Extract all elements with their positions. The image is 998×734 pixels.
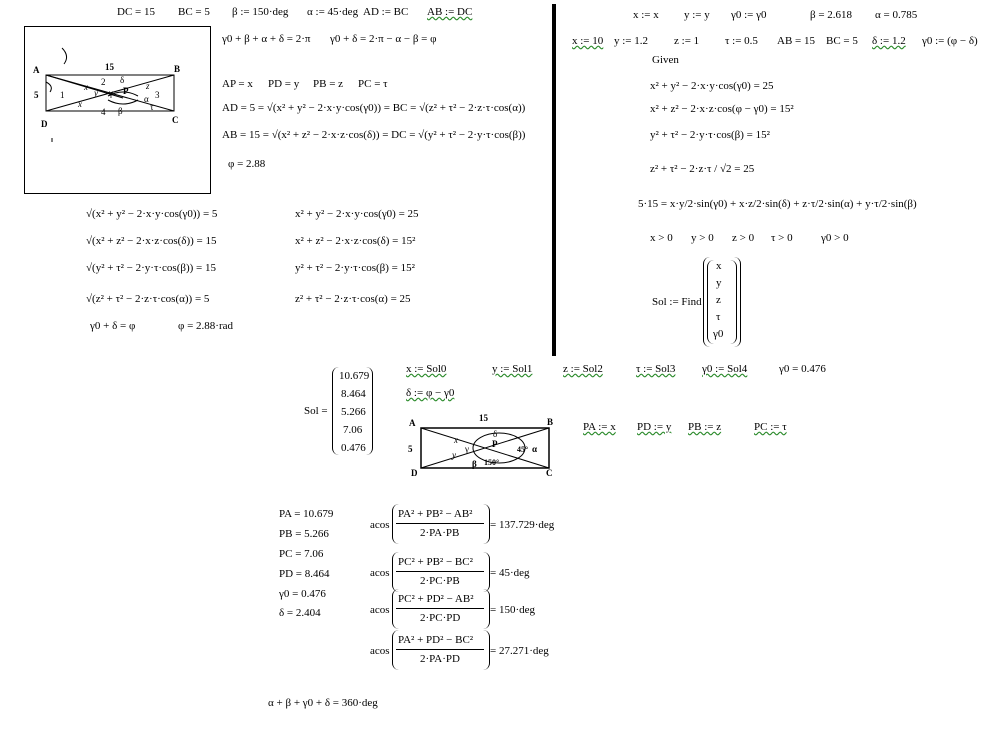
given-eq-3: y² + τ² − 2·y·τ·cos(β) = 15²	[650, 129, 770, 141]
sketch1-n3: 3	[155, 90, 160, 100]
find-var-tau: τ	[716, 311, 721, 323]
sketch1-x1: x	[84, 82, 88, 92]
sketch1-n4: 4	[101, 107, 106, 117]
sketch2-alpha: α	[532, 444, 538, 454]
sketch2-45deg: 45°	[517, 445, 529, 454]
def-ap: AP = x	[222, 78, 253, 90]
sol-value-0: 10.679	[339, 370, 370, 382]
sketch2-label-b: B	[547, 417, 554, 427]
beta-rad-value: β = 2.618	[810, 9, 853, 21]
acos-result: = 27.271·deg	[490, 645, 549, 657]
sketch2-beta: β	[472, 459, 477, 469]
acos-result: = 45·deg	[490, 567, 530, 579]
left-eq-4: √(z² + τ² − 2·z·τ·cos(α)) = 5	[86, 293, 210, 305]
sketch1-beta: β	[118, 106, 123, 116]
left-eq-3: √(y² + τ² − 2·y·τ·cos(β)) = 15	[86, 262, 216, 274]
sketch1-p: P	[123, 86, 129, 96]
find-var-gamma: γ0	[713, 328, 724, 340]
acos-fn: acos	[370, 519, 390, 531]
result-pa: PA = 10.679	[279, 508, 334, 520]
acos-numerator: PA² + PD² − BC²	[398, 634, 474, 646]
sol-label: Sol =	[304, 405, 328, 417]
sketch2-label-d: D	[411, 468, 418, 478]
sketch1-alpha: α	[144, 94, 149, 104]
constraint-tau: τ > 0	[771, 232, 793, 244]
acos-numerator: PA² + PB² − AB²	[398, 508, 473, 520]
assign-tau-sol: τ := Sol3	[636, 363, 676, 375]
phi-rad: φ = 2.88·rad	[178, 320, 234, 332]
acos-denominator: 2·PC·PB	[420, 575, 460, 587]
result-gamma: γ0 = 0.476	[279, 588, 326, 600]
assign-pc: PC := τ	[754, 421, 787, 433]
result-pd: PD = 8.464	[279, 568, 330, 580]
constraint-y: y > 0	[691, 232, 714, 244]
guess-y: y := 1.2	[614, 35, 649, 47]
result-pc: PC = 7.06	[279, 548, 324, 560]
acos-numerator: PC² + PB² − BC²	[398, 556, 473, 568]
find-call: Sol := Find	[652, 296, 702, 308]
def-alpha: α := 45·deg	[307, 6, 359, 18]
def-gamma-self: γ0 := γ0	[731, 9, 767, 21]
def-pb: PB = z	[313, 78, 344, 90]
guess-x: x := 10	[572, 35, 604, 47]
sketch2-150deg: 150°	[484, 458, 500, 467]
eq-angle-sum: γ0 + β + α + δ = 2·π	[222, 33, 311, 45]
assign-pb: PB := z	[688, 421, 722, 433]
mid-eq-3: y² + τ² − 2·y·τ·cos(β) = 15²	[295, 262, 415, 274]
gamma-delta-sum: γ0 + δ = φ	[90, 320, 136, 332]
final-angle-sum: α + β + γ0 + δ = 360·deg	[268, 697, 378, 709]
section-divider	[552, 4, 556, 356]
sketch1-x2: x	[78, 99, 82, 109]
result-pb: PB = 5.266	[279, 528, 329, 540]
sol-value-3: 7.06	[343, 424, 363, 436]
sketch2-label-a: A	[409, 418, 416, 428]
acos-numerator: PC² + PD² − AB²	[398, 593, 474, 605]
sketch-rectangle-1	[24, 26, 210, 193]
sol-value-4: 0.476	[341, 442, 366, 454]
phi-value: φ = 2.88	[228, 158, 266, 170]
given-eq-area: 5·15 = x·y/2·sin(γ0) + x·z/2·sin(δ) + z·τ/2·sin(α) + y·τ/2·sin(β)	[638, 198, 917, 210]
bc-value: BC = 5	[826, 35, 858, 47]
mid-eq-4: z² + τ² − 2·z·τ·cos(α) = 25	[295, 293, 411, 305]
sketch2-p: P	[492, 439, 498, 449]
guess-delta: δ := 1.2	[872, 35, 906, 47]
sketch1-y: y	[94, 88, 98, 98]
acos-result: = 137.729·deg	[490, 519, 555, 531]
given-eq-1: x² + y² − 2·x·y·cos(γ0) = 25	[650, 80, 774, 92]
def-ad: AD := BC	[363, 6, 409, 18]
mid-eq-1: x² + y² − 2·x·y·cos(γ0) = 25	[295, 208, 419, 220]
def-bc: BC = 5	[178, 6, 210, 18]
sketch1-label-b: B	[174, 64, 181, 74]
sketch1-gamma: γ	[109, 88, 113, 98]
sol-value-2: 5.266	[341, 406, 366, 418]
sketch2-y: y	[452, 450, 456, 460]
assign-gamma-sol: γ0 := Sol4	[702, 363, 748, 375]
left-eq-1: √(x² + y² − 2·x·y·cos(γ0)) = 5	[86, 208, 218, 220]
acos-denominator: 2·PA·PB	[420, 527, 460, 539]
sketch2-label-c: C	[546, 468, 553, 478]
def-y-self: y := y	[684, 9, 710, 21]
def-dc: DC = 15	[117, 6, 155, 18]
assign-x-sol: x := Sol0	[406, 363, 447, 375]
acos-result: = 150·deg	[490, 604, 535, 616]
delta-def: δ := φ − γ0	[406, 387, 455, 399]
acos-fn: acos	[370, 645, 390, 657]
acos-fn: acos	[370, 567, 390, 579]
sketch2-x: x	[454, 435, 458, 445]
ab-value: AB = 15	[777, 35, 815, 47]
sketch1-label-d: D	[41, 119, 48, 129]
sketch2-gamma: γ	[465, 444, 469, 454]
given-eq-2: x² + z² − 2·x·z·cos(φ − γ0) = 15²	[650, 103, 794, 115]
eq-ab-dc: AB = 15 = √(x² + z² − 2·x·z·cos(δ)) = DC = √(y² + τ² − 2·y·τ·cos(β))	[222, 129, 526, 141]
constraint-x: x > 0	[650, 232, 673, 244]
sketch1-label-a: A	[33, 65, 40, 75]
assign-z-sol: z := Sol2	[563, 363, 603, 375]
assign-pd: PD := y	[637, 421, 672, 433]
sketch2-delta: δ	[493, 429, 498, 439]
acos-denominator: 2·PA·PD	[420, 653, 460, 665]
constraint-gamma: γ0 > 0	[821, 232, 849, 244]
sketch1-n1: 1	[60, 90, 65, 100]
sketch1-z: z	[146, 81, 150, 91]
assign-y-sol: y := Sol1	[492, 363, 533, 375]
sketch-rectangle-2	[405, 410, 565, 480]
gamma-result: γ0 = 0.476	[779, 363, 826, 375]
assign-pa: PA := x	[583, 421, 616, 433]
find-var-y: y	[716, 277, 722, 289]
def-pc: PC = τ	[358, 78, 388, 90]
sketch1-left-length: 5	[34, 90, 39, 100]
sketch1-label-c: C	[172, 115, 179, 125]
sol-value-1: 8.464	[341, 388, 366, 400]
guess-tau: τ := 0.5	[725, 35, 758, 47]
alpha-rad-value: α = 0.785	[875, 9, 918, 21]
given-keyword: Given	[652, 54, 679, 66]
constraint-z: z > 0	[732, 232, 755, 244]
sketch1-delta: δ	[120, 75, 125, 85]
left-eq-2: √(x² + z² − 2·x·z·cos(δ)) = 15	[86, 235, 217, 247]
sketch2-top-length: 15	[479, 413, 488, 423]
mid-eq-2: x² + z² − 2·x·z·cos(δ) = 15²	[295, 235, 416, 247]
sketch2-left-length: 5	[408, 444, 413, 454]
sketch1-tau: τ	[150, 102, 154, 112]
sketch1-top-length: 15	[105, 62, 114, 72]
def-ab: AB := DC	[427, 6, 473, 18]
sketch1-n2: 2	[101, 77, 106, 87]
def-beta: β := 150·deg	[232, 6, 289, 18]
eq-ad-bc: AD = 5 = √(x² + y² − 2·x·y·cos(γ0)) = BC = √(z² + τ² − 2·z·τ·cos(α))	[222, 102, 526, 114]
eq-phi-def: γ0 + δ = 2·π − α − β = φ	[330, 33, 437, 45]
def-pd: PD = y	[268, 78, 300, 90]
guess-gamma: γ0 := (φ − δ)	[922, 35, 978, 47]
given-eq-4: z² + τ² − 2·z·τ / √2 = 25	[650, 163, 755, 175]
acos-denominator: 2·PC·PD	[420, 612, 461, 624]
acos-fn: acos	[370, 604, 390, 616]
result-delta: δ = 2.404	[279, 607, 321, 619]
guess-z: z := 1	[674, 35, 700, 47]
find-var-z: z	[716, 294, 721, 306]
find-var-x: x	[716, 260, 722, 272]
def-x-self: x := x	[633, 9, 659, 21]
